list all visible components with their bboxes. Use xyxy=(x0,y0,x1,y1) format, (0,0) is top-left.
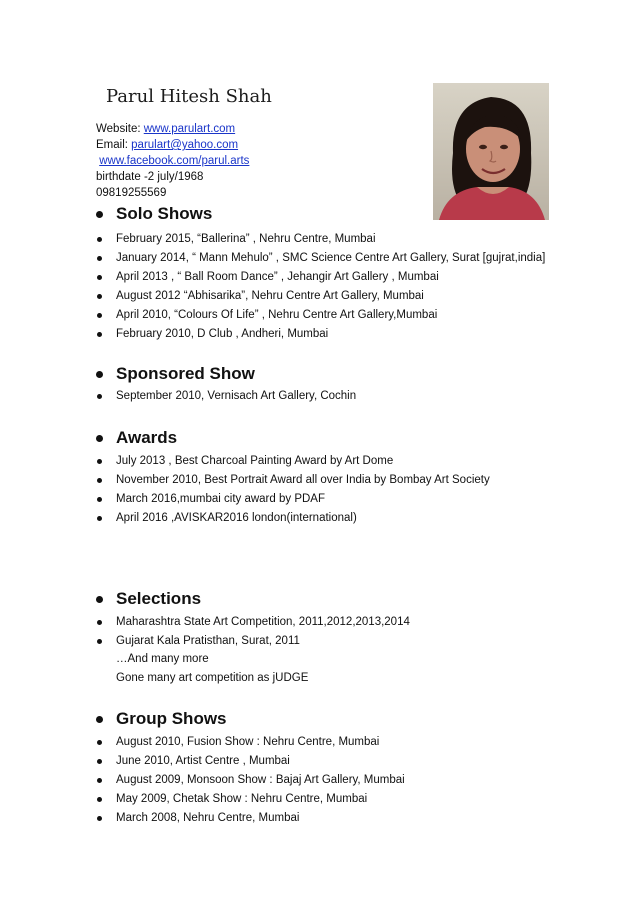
list-item-text: April 2010, “Colours Of Life” , Nehru Centre Art Gallery,Mumbai xyxy=(116,309,438,321)
list-item-text: February 2010, D Club , Andheri, Mumbai xyxy=(116,328,329,340)
list-item-text: Maharashtra State Art Competition, 2011,2012,2013,2014 xyxy=(116,616,410,628)
solo-shows-title: Solo Shows xyxy=(116,204,213,223)
list-item-text: April 2016 ,AVISKAR2016 london(international) xyxy=(116,512,357,524)
list-item xyxy=(96,387,596,406)
bullet-icon xyxy=(97,740,102,745)
list-item xyxy=(96,632,596,651)
bullet-icon xyxy=(96,716,103,723)
website-label: Website: xyxy=(96,123,144,135)
selections-note-more: …And many more xyxy=(116,653,209,665)
list-item-text: June 2010, Artist Centre , Mumbai xyxy=(116,755,290,767)
bullet-icon xyxy=(97,332,102,337)
list-item xyxy=(96,287,596,306)
sponsored-show-list xyxy=(96,387,596,406)
list-item xyxy=(96,471,596,490)
bullet-icon xyxy=(97,256,102,261)
list-item-text: April 2013 , “ Ball Room Dance” , Jehangir Art Gallery , Mumbai xyxy=(116,271,439,283)
bullet-icon xyxy=(97,639,102,644)
selections-list xyxy=(96,613,596,651)
list-item xyxy=(96,790,596,809)
solo-shows-list xyxy=(96,230,596,344)
list-item xyxy=(96,809,596,828)
awards-heading xyxy=(96,428,177,448)
bullet-icon xyxy=(96,435,103,442)
list-item-text: July 2013 , Best Charcoal Painting Award by Art Dome xyxy=(116,455,394,467)
bullet-icon xyxy=(97,816,102,821)
awards-list xyxy=(96,452,596,528)
bullet-icon xyxy=(97,394,102,399)
selections-note-judge: Gone many art competition as jUDGE xyxy=(116,672,309,684)
bullet-icon xyxy=(97,778,102,783)
bullet-icon xyxy=(96,371,103,378)
bullet-icon xyxy=(96,211,103,218)
phone-text: 09819255569 xyxy=(96,187,167,199)
list-item-text: August 2012 “Abhisarika”, Nehru Centre Art Gallery, Mumbai xyxy=(116,290,424,302)
list-item xyxy=(96,509,596,528)
list-item xyxy=(96,230,596,249)
list-item-text: September 2010, Vernisach Art Gallery, Cochin xyxy=(116,390,357,402)
selections-heading xyxy=(96,589,201,609)
list-item xyxy=(96,268,596,287)
email-label: Email: xyxy=(96,139,132,151)
bullet-icon xyxy=(97,237,102,242)
list-item xyxy=(96,613,596,632)
bullet-icon xyxy=(97,516,102,521)
list-item-text: November 2010, Best Portrait Award all over India by Bombay Art Society xyxy=(116,474,490,486)
list-item xyxy=(96,733,596,752)
website-link[interactable]: www.parulart.com xyxy=(143,123,236,135)
email-link[interactable]: parulart@yahoo.com xyxy=(131,139,239,151)
list-item xyxy=(96,752,596,771)
list-item-text: August 2009, Monsoon Show : Bajaj Art Gallery, Mumbai xyxy=(116,774,405,786)
bullet-icon xyxy=(97,294,102,299)
bullet-icon xyxy=(96,596,103,603)
facebook-link[interactable]: www.facebook.com/parul.arts xyxy=(99,155,250,167)
list-item xyxy=(96,325,596,344)
bullet-icon xyxy=(97,620,102,625)
selections-title: Selections xyxy=(116,589,202,608)
solo-shows-heading xyxy=(96,204,212,224)
group-shows-heading xyxy=(96,709,227,729)
birthdate-text: birthdate -2 july/1968 xyxy=(96,171,204,183)
list-item xyxy=(96,249,596,268)
portrait-illustration xyxy=(433,83,549,220)
awards-title: Awards xyxy=(116,428,178,447)
list-item-text: March 2016,mumbai city award by PDAF xyxy=(116,493,325,505)
bullet-icon xyxy=(97,313,102,318)
portrait-photo xyxy=(433,83,549,220)
list-item-text: February 2015, “Ballerina” , Nehru Centre, Mumbai xyxy=(116,233,376,245)
list-item xyxy=(96,490,596,509)
contact-block xyxy=(96,121,416,201)
list-item-text: March 2008, Nehru Centre, Mumbai xyxy=(116,812,300,824)
list-item-text: January 2014, “ Mann Mehulo” , SMC Science Centre Art Gallery, Surat [gujrat,india] xyxy=(116,252,546,264)
list-item-text: Gujarat Kala Pratisthan, Surat, 2011 xyxy=(116,635,300,647)
artist-name: Parul Hitesh Shah xyxy=(106,86,272,107)
email-row xyxy=(96,137,416,153)
list-item-text: August 2010, Fusion Show : Nehru Centre, Mumbai xyxy=(116,736,380,748)
group-shows-list xyxy=(96,733,596,828)
bullet-icon xyxy=(97,459,102,464)
sponsored-show-title: Sponsored Show xyxy=(116,364,255,383)
bullet-icon xyxy=(97,497,102,502)
list-item xyxy=(96,306,596,325)
bullet-icon xyxy=(97,275,102,280)
sponsored-show-heading xyxy=(96,364,255,384)
list-item-text: May 2009, Chetak Show : Nehru Centre, Mumbai xyxy=(116,793,368,805)
bullet-icon xyxy=(97,478,102,483)
group-shows-title: Group Shows xyxy=(116,709,227,728)
list-item xyxy=(96,771,596,790)
website-row xyxy=(96,121,416,137)
list-item xyxy=(96,452,596,471)
bullet-icon xyxy=(97,797,102,802)
facebook-row xyxy=(96,153,416,169)
bullet-icon xyxy=(97,759,102,764)
